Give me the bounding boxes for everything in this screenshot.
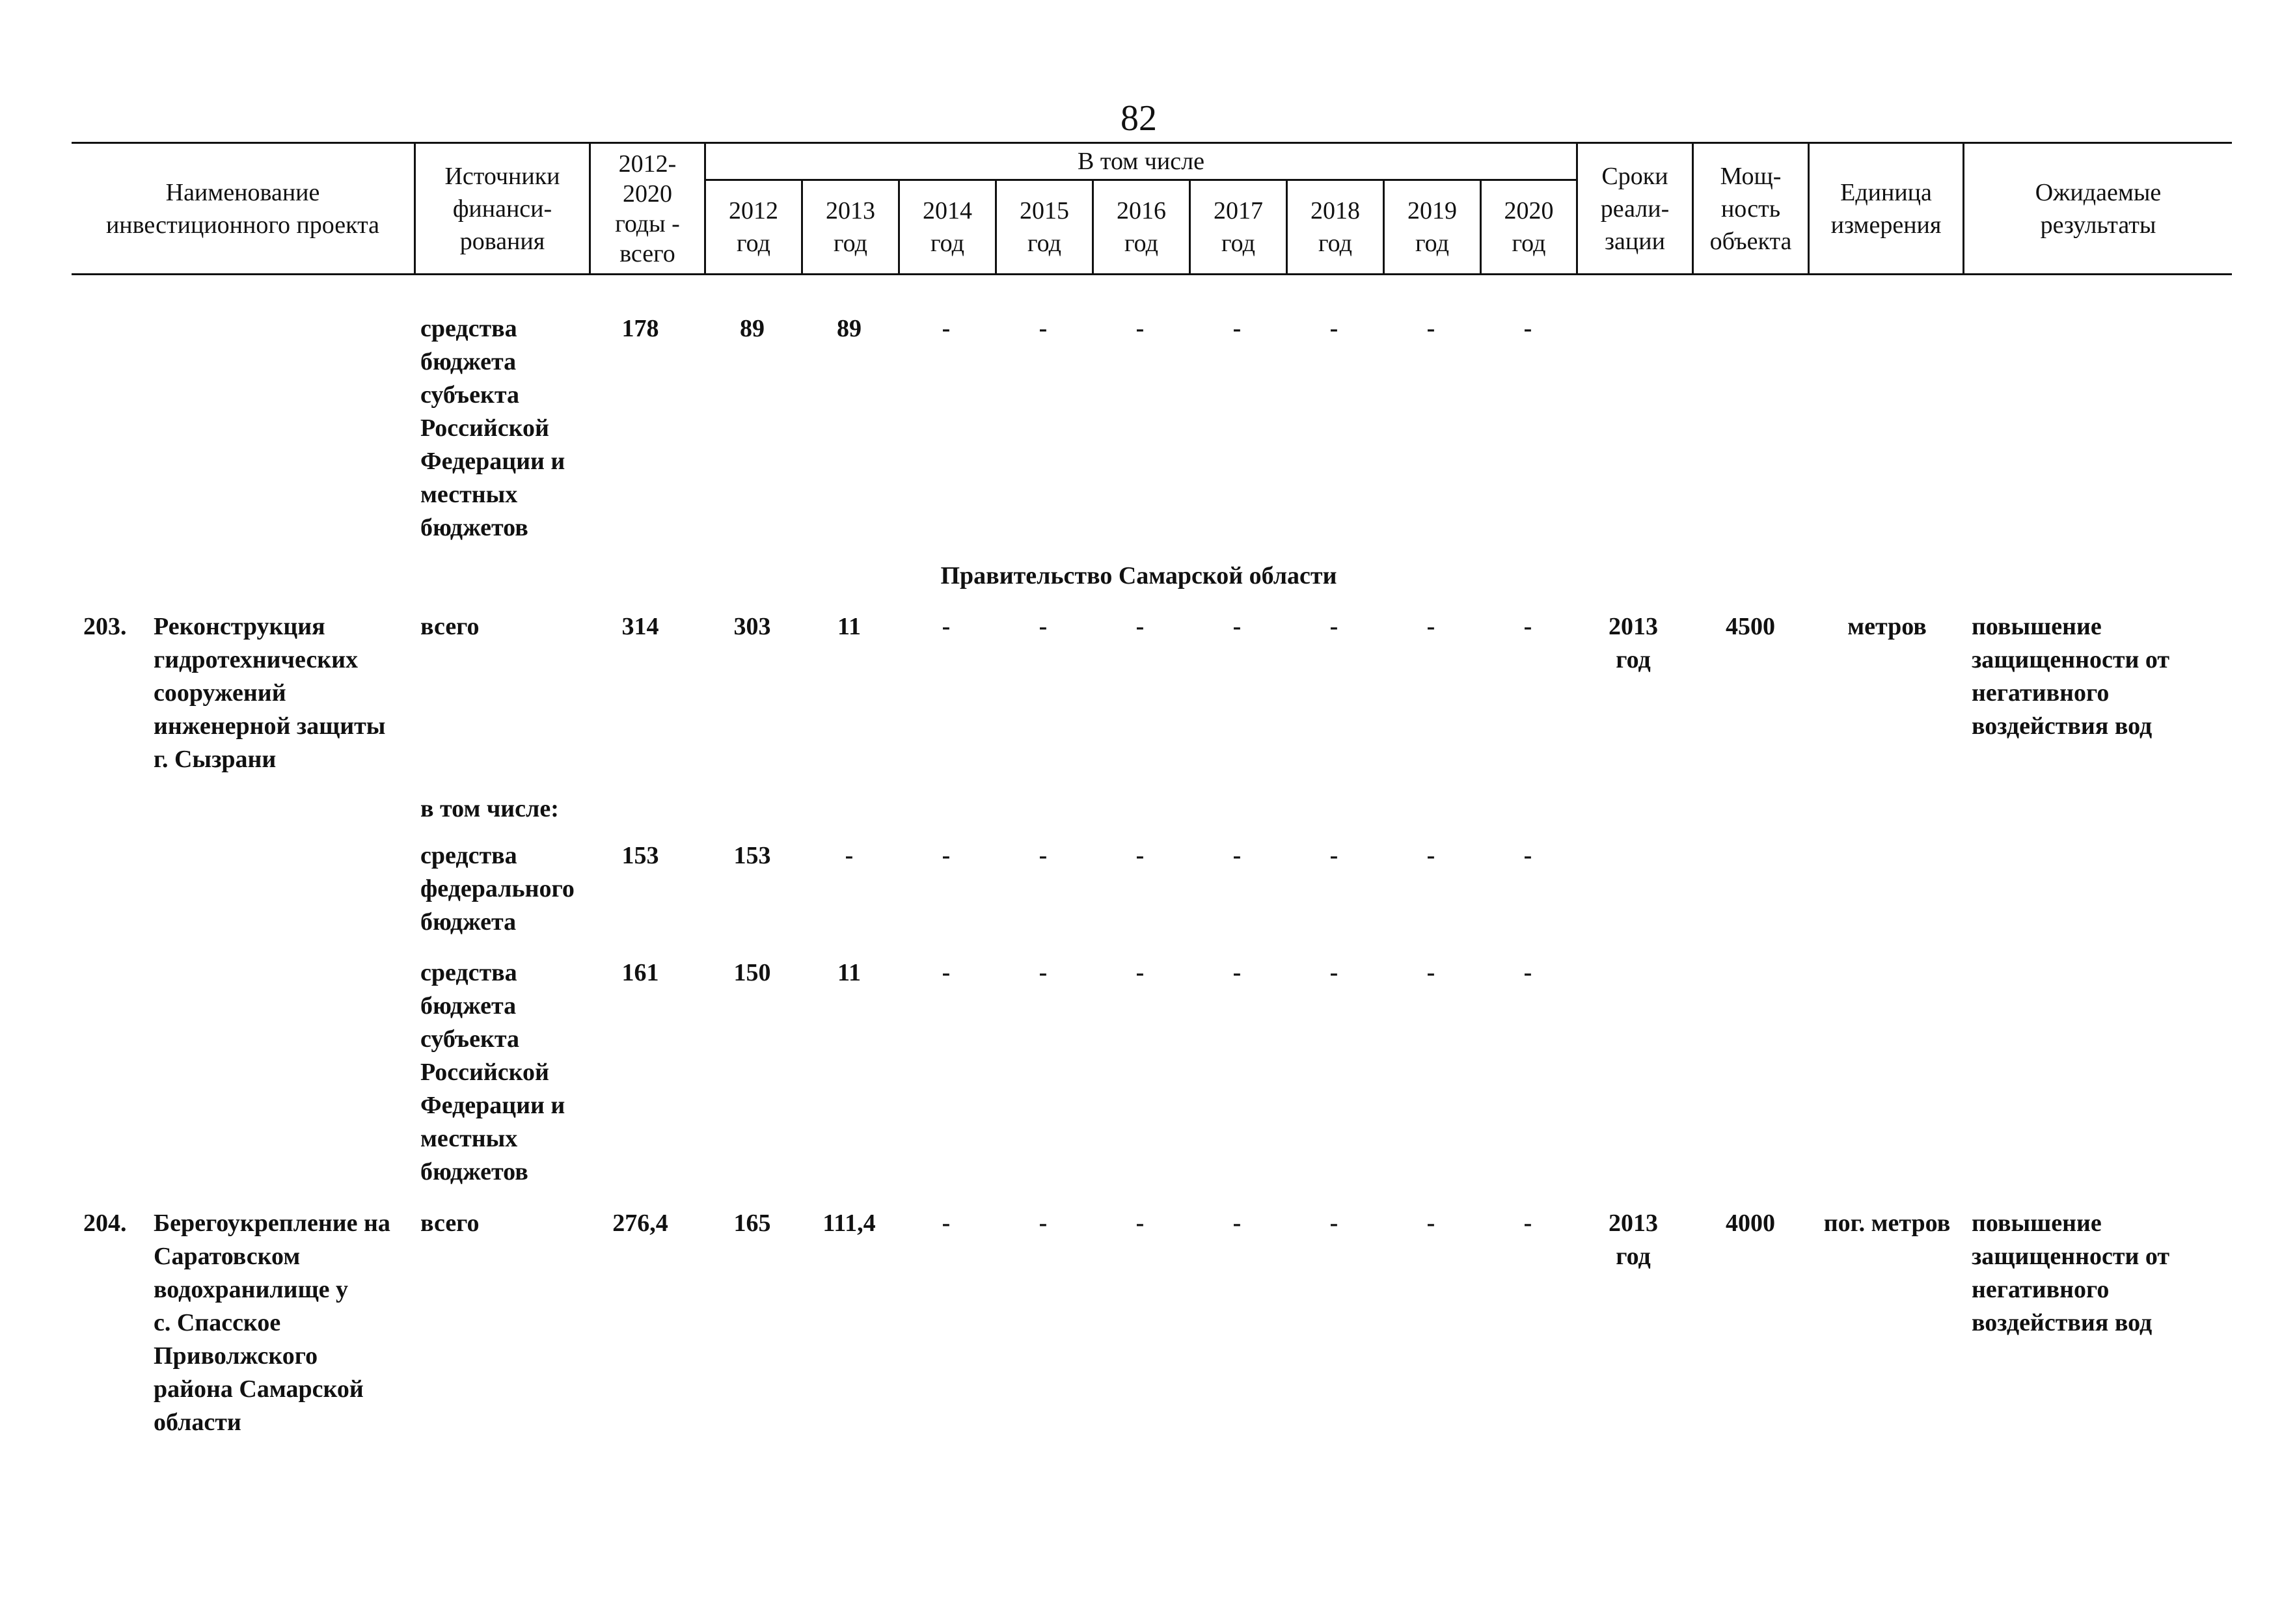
header-year-text: 2017 год xyxy=(1214,197,1263,257)
year-value: 150 xyxy=(733,959,771,986)
unit-value: метров xyxy=(1847,613,1927,640)
year-value: - xyxy=(1039,1210,1048,1237)
header-year-text: 2014 год xyxy=(923,197,972,257)
year-value: - xyxy=(1426,959,1435,986)
header-name-text: Наименование инвестиционного проекта xyxy=(105,178,380,239)
year-value: - xyxy=(1523,959,1532,986)
header-year xyxy=(997,181,1092,273)
year-value: 111,4 xyxy=(822,1210,876,1237)
header-year-text: 2019 год xyxy=(1407,197,1457,257)
header-year-text: 2013 год xyxy=(826,197,875,257)
year-value: - xyxy=(1329,959,1338,986)
unit-value: пог. метров xyxy=(1823,1210,1951,1237)
header-name xyxy=(72,144,414,273)
year-value: - xyxy=(942,315,951,342)
header-year xyxy=(706,181,801,273)
year-value: 89 xyxy=(837,315,862,342)
header-capacity xyxy=(1694,144,1808,273)
year-value: - xyxy=(1039,613,1048,640)
section-title: Правительство Самарской области xyxy=(940,562,1337,589)
capacity-value: 4500 xyxy=(1726,613,1775,640)
header-year xyxy=(1191,181,1286,273)
terms-value: 2013 год xyxy=(1609,1210,1658,1270)
header-sources xyxy=(416,144,589,273)
year-value: - xyxy=(1232,1210,1242,1237)
year-value: - xyxy=(1329,613,1338,640)
year-value: - xyxy=(1135,315,1145,342)
header-unit-text: Единица измерения xyxy=(1830,178,1942,239)
year-value: - xyxy=(1135,959,1145,986)
funding-source: всего xyxy=(420,613,480,640)
year-value: - xyxy=(1329,1210,1338,1237)
year-value: - xyxy=(1135,613,1145,640)
year-value: - xyxy=(1232,959,1242,986)
header-total xyxy=(591,144,704,273)
year-value: - xyxy=(1329,842,1338,869)
header-including xyxy=(706,144,1576,179)
page-number: 82 xyxy=(1121,98,1157,139)
year-value: 11 xyxy=(837,613,861,640)
header-year xyxy=(1288,181,1383,273)
year-value: - xyxy=(1039,959,1048,986)
year-value: - xyxy=(942,842,951,869)
header-year xyxy=(1385,181,1480,273)
header-year-text: 2015 год xyxy=(1020,197,1069,257)
year-value: - xyxy=(1426,613,1435,640)
year-value: 303 xyxy=(733,613,771,640)
year-value: - xyxy=(1232,842,1242,869)
year-value: - xyxy=(1232,613,1242,640)
header-results-text: Ожидаемые результаты xyxy=(2035,178,2162,239)
year-value: - xyxy=(1523,1210,1532,1237)
year-value: 153 xyxy=(733,842,771,869)
year-value: - xyxy=(1039,842,1048,869)
project-name: Берегоукрепление на Саратовском водохранилище у с. Спасское Приволжского района Самарской области xyxy=(154,1210,390,1436)
header-year xyxy=(1094,181,1189,273)
funding-source: всего xyxy=(420,1210,480,1237)
year-value: - xyxy=(1426,1210,1435,1237)
header-unit xyxy=(1810,144,1963,273)
header-year-text: 2020 год xyxy=(1504,197,1554,257)
header-year xyxy=(900,181,995,273)
header-year-text: 2012 год xyxy=(729,197,778,257)
year-value: - xyxy=(1329,315,1338,342)
funding-source: средства бюджета субъекта Российской Федерации и местных бюджетов xyxy=(420,959,565,1185)
row-number: 204. xyxy=(83,1210,127,1237)
total-value: 153 xyxy=(621,842,659,869)
header-year-text: 2018 год xyxy=(1311,197,1360,257)
year-value: 89 xyxy=(740,315,765,342)
total-value: 276,4 xyxy=(612,1210,668,1237)
year-value: - xyxy=(1426,315,1435,342)
total-value: 161 xyxy=(621,959,659,986)
header-sources-text: Источники финанси- рования xyxy=(444,162,560,255)
header-terms-text: Сроки реали- зации xyxy=(1600,162,1670,255)
header-total-text: 2012- 2020 годы - всего xyxy=(615,150,680,267)
row-number: 203. xyxy=(83,613,127,640)
year-value: - xyxy=(1135,842,1145,869)
year-value: - xyxy=(1523,613,1532,640)
year-value: - xyxy=(942,959,951,986)
funding-source: средства федерального бюджета xyxy=(420,842,575,936)
header-including-text: В том числе xyxy=(1078,148,1204,175)
terms-value: 2013 год xyxy=(1609,613,1658,673)
year-value: - xyxy=(1523,315,1532,342)
year-value: 165 xyxy=(733,1210,771,1237)
year-value: - xyxy=(1039,315,1048,342)
header-year xyxy=(1482,181,1576,273)
capacity-value: 4000 xyxy=(1726,1210,1775,1237)
header-capacity-text: Мощ- ность объекта xyxy=(1709,162,1792,255)
total-value: 314 xyxy=(621,613,659,640)
year-value: - xyxy=(1426,842,1435,869)
year-value: - xyxy=(1523,842,1532,869)
year-value: - xyxy=(942,1210,951,1237)
expected-results: повышение защищенности от негативного воздействия вод xyxy=(1972,1210,2170,1336)
header-results xyxy=(1964,144,2232,273)
year-value: - xyxy=(942,613,951,640)
project-name: Реконструкция гидротехнических сооружений инженерной защиты г. Сызрани xyxy=(154,613,386,773)
year-value: - xyxy=(1232,315,1242,342)
funding-source: в том числе: xyxy=(420,795,559,822)
year-value: - xyxy=(845,842,854,869)
header-year xyxy=(803,181,898,273)
funding-source: средства бюджета субъекта Российской Федерации и местных бюджетов xyxy=(420,315,565,541)
year-value: - xyxy=(1135,1210,1145,1237)
header-terms xyxy=(1578,144,1692,273)
header-bottom-rule xyxy=(72,273,2232,275)
expected-results: повышение защищенности от негативного воздействия вод xyxy=(1972,613,2170,740)
total-value: 178 xyxy=(621,315,659,342)
header-year-text: 2016 год xyxy=(1117,197,1166,257)
year-value: 11 xyxy=(837,959,861,986)
